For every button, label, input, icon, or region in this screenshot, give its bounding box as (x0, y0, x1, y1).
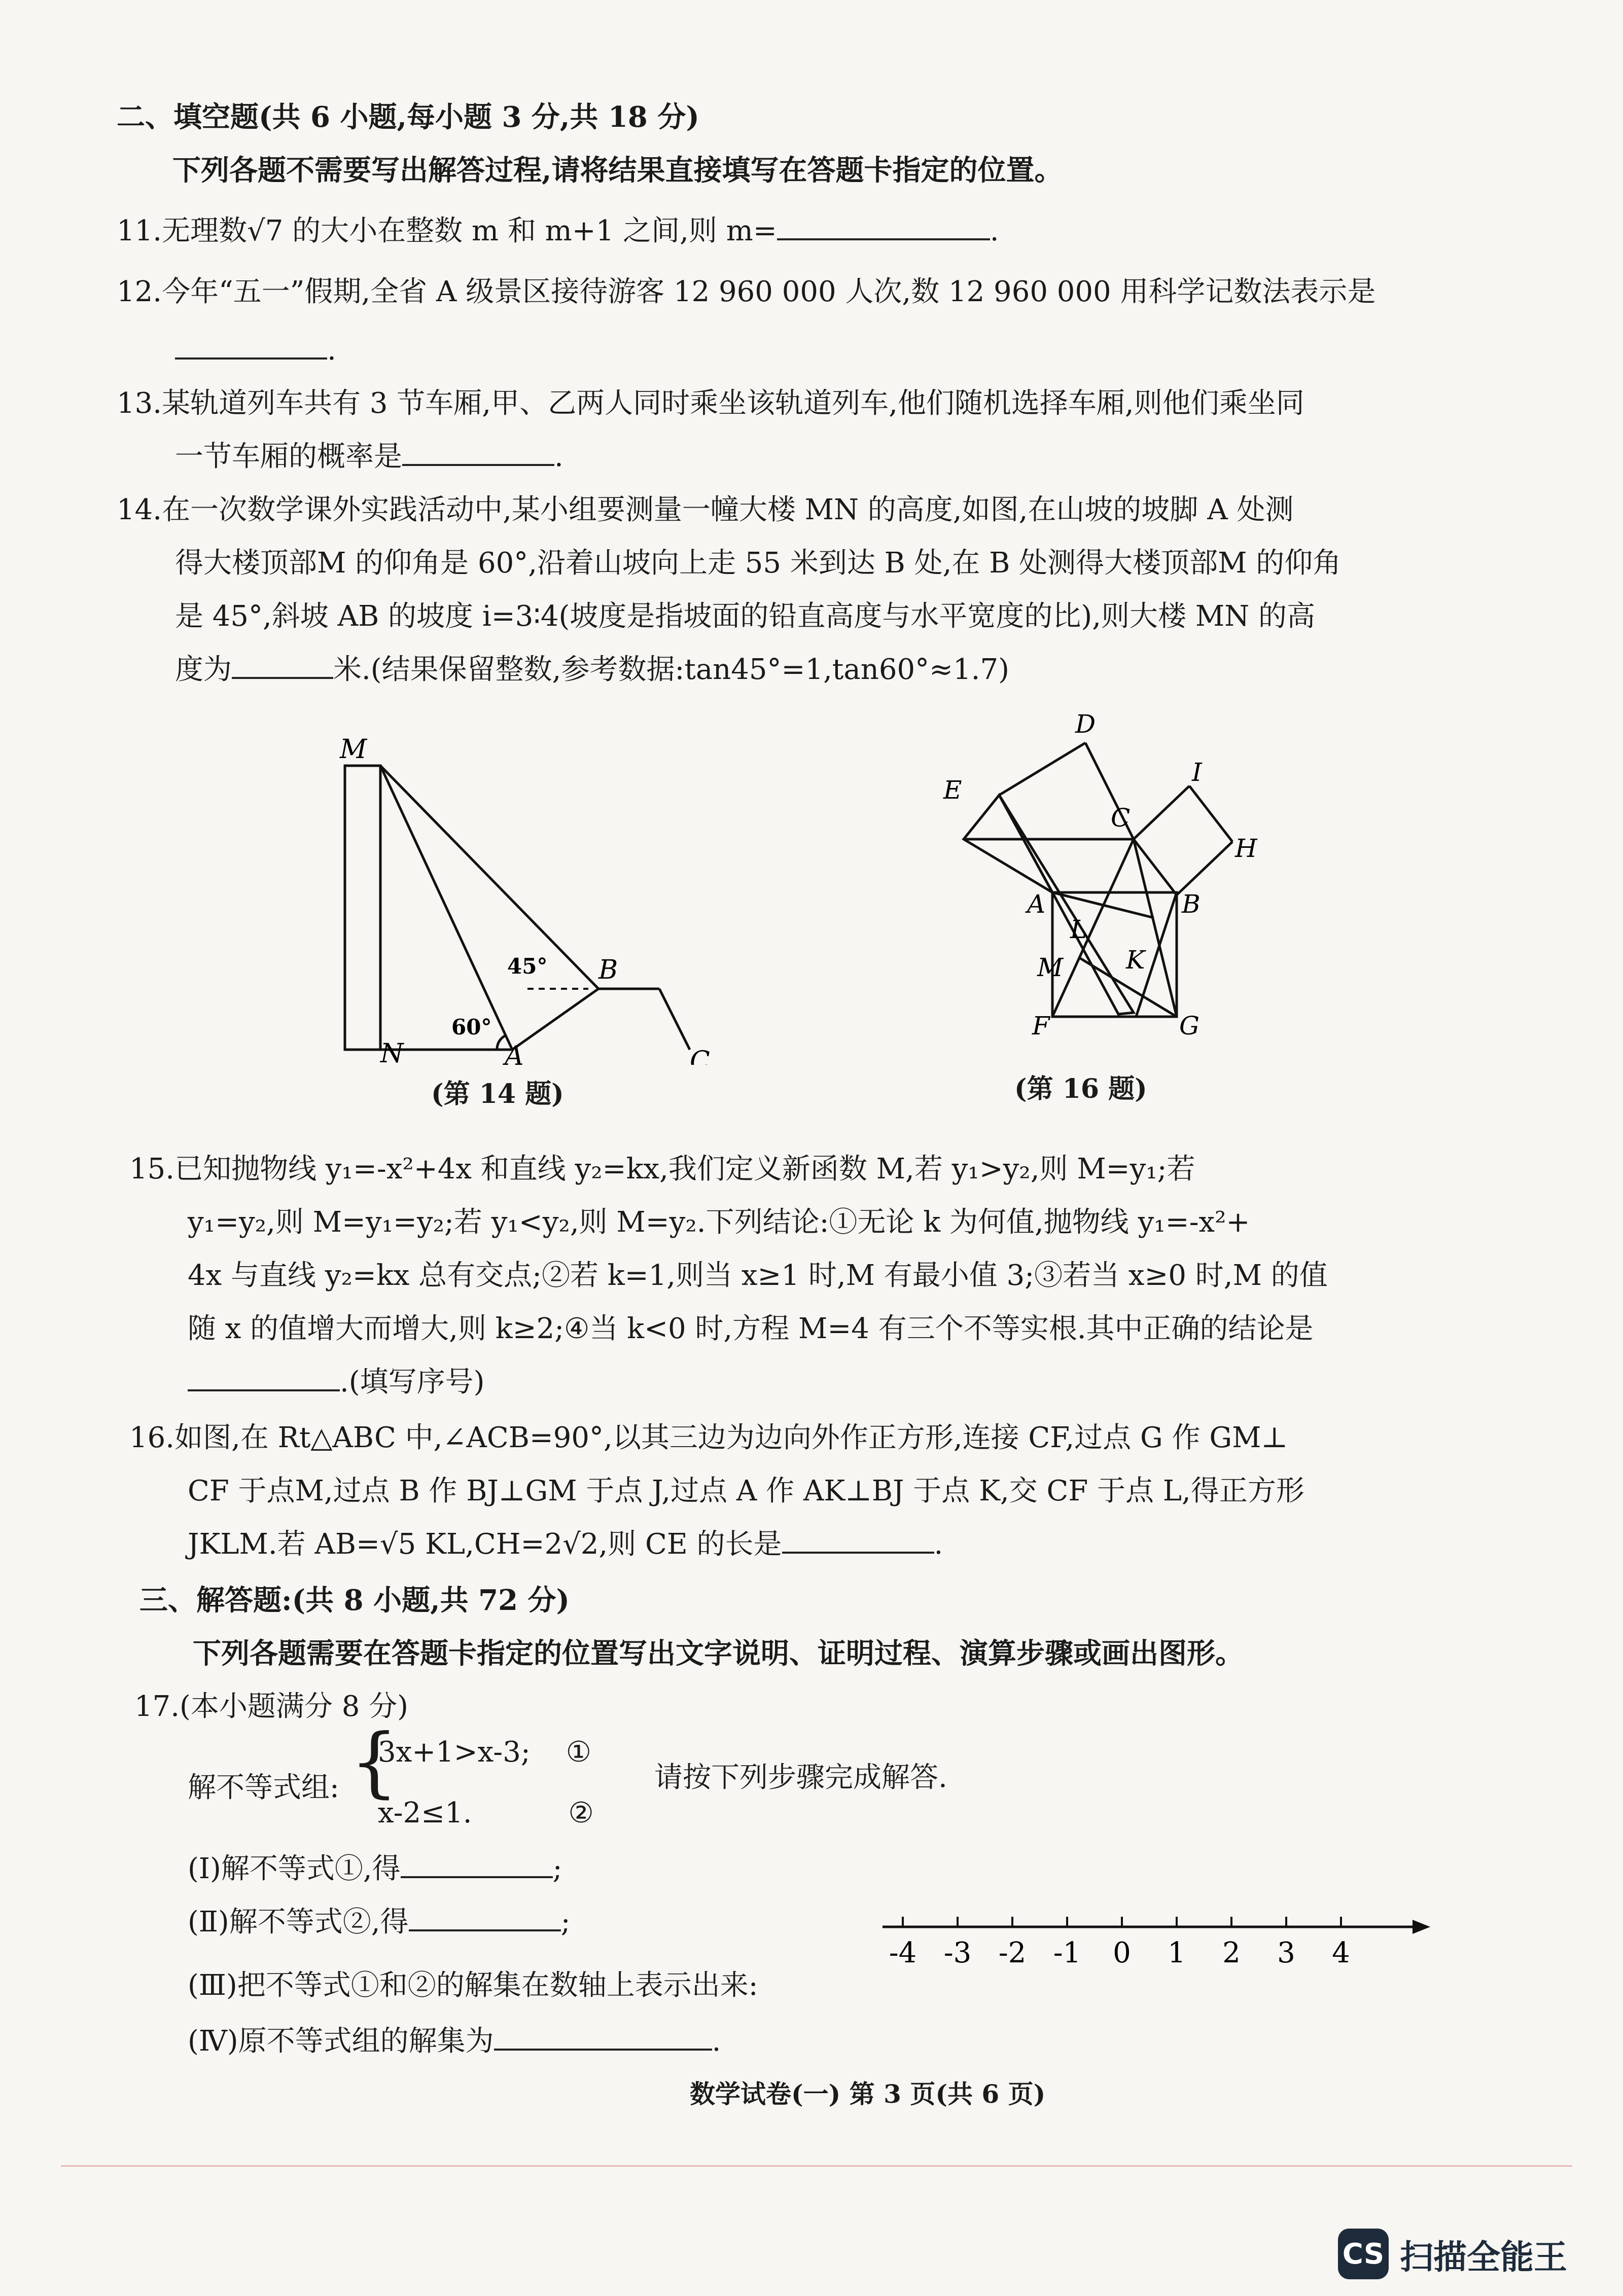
question-12: 12.今年“五一”假期,全省 A 级景区接待游客 12 960 000 人次,数 12 960 000 用科学记数法表示是 (117, 275, 1376, 308)
answer-blank-16 (782, 1526, 934, 1554)
sight-line-bm (380, 766, 598, 989)
answer-blank-17-4 (494, 2023, 712, 2051)
question-15-line3: 4x 与直线 y₂=kx 总有交点;②若 k=1,则当 x≥1 时,M 有最小值 3;③若当 x≥0 时,M 的值 (188, 1259, 1328, 1292)
answer-blank-17-1 (401, 1851, 553, 1878)
axis-tick-label: -1 (1053, 1936, 1081, 1969)
label-i: I (1192, 758, 1202, 787)
axis-tick-label: -3 (943, 1936, 972, 1969)
label-b: B (598, 955, 618, 985)
q17-inequality-1: 3x+1>x-3; ① (378, 1736, 591, 1769)
answer-blank-15 (188, 1364, 340, 1391)
axis-tick-label: 3 (1277, 1936, 1295, 1969)
axis-tick-label: 0 (1113, 1936, 1131, 1969)
question-16-line3: JKLM.若 AB=√5 KL,CH=2√2,则 CE 的长是 . (188, 1526, 943, 1563)
sight-line-am (380, 766, 512, 1050)
label-e: E (943, 775, 962, 805)
scanner-logo (1338, 2229, 1567, 2279)
section2-instruction: 下列各题不需要写出解答过程,请将结果直接填写在答题卡指定的位置。 (172, 154, 1063, 187)
logo-text: 扫描全能王 (1400, 2237, 1567, 2277)
question-16-line2: CF 于点M,过点 B 作 BJ⊥GM 于点 J,过点 A 作 AK⊥BJ 于点 K,交 CF 于点 L,得正方形 (188, 1475, 1304, 1508)
section3-title: 三、解答题:(共 8 小题,共 72 分) (139, 1584, 570, 1617)
axis-arrow-icon (1413, 1920, 1430, 1934)
label-m16: M (1037, 953, 1064, 982)
answer-blank-17-2 (409, 1904, 561, 1931)
q17-system-prefix: 解不等式组: (188, 1771, 339, 1804)
cs-logo-icon: CS (1338, 2229, 1389, 2279)
q17-step-4: (Ⅳ)原不等式组的解集为 . (188, 2023, 721, 2060)
q17-step-3: (Ⅲ)把不等式①和②的解集在数轴上表示出来: (188, 1969, 758, 2002)
number-line (872, 1907, 1440, 1988)
question-15-line2: y₁=y₂,则 M=y₁=y₂;若 y₁<y₂,则 M=y₂.下列结论:①无论 k 为何值,抛物线 y₁=-x²+ (188, 1206, 1250, 1239)
label-n: N (380, 1038, 404, 1065)
section3-instruction: 下列各题需要在答题卡指定的位置写出文字说明、证明过程、演算步骤或画出图形。 (193, 1637, 1244, 1670)
page-divider (61, 2165, 1572, 2167)
question-15-line5: .(填写序号) (188, 1364, 485, 1401)
figure-16 (923, 700, 1288, 1045)
label-l: L (1070, 915, 1087, 944)
label-d: D (1075, 709, 1096, 739)
label-b16: B (1182, 889, 1201, 919)
figure-16-caption: (第 16 题) (1014, 1073, 1147, 1104)
label-m: M (340, 734, 367, 765)
angle-45-label: 45° (507, 954, 548, 979)
axis-tick-label: -4 (889, 1936, 917, 1969)
page-footer: 数学试卷(一) 第 3 页(共 6 页) (690, 2079, 1046, 2109)
question-13: 13.某轨道列车共有 3 节车厢,甲、乙两人同时乘坐该轨道列车,他们随机选择车厢,则他们乘坐同 (117, 387, 1304, 420)
axis-tick-label: 1 (1168, 1936, 1186, 1969)
label-a16: A (1027, 889, 1046, 919)
q17-inequality-2: x-2≤1. ② (378, 1797, 594, 1829)
answer-blank-13 (402, 439, 554, 466)
label-a: A (505, 1041, 524, 1065)
question-16: 16.如图,在 Rt△ABC 中,∠ACB=90°,以其三边为边向外作正方形,连接 CF,过点 G 作 GM⊥ (129, 1421, 1288, 1454)
question-14-line3: 是 45°,斜坡 AB 的坡度 i=3∶4(坡度是指坡面的铅直高度与水平宽度的比),则大楼 MN 的高 (175, 600, 1315, 633)
line-cf (1052, 839, 1134, 1017)
axis-tick-label: 4 (1332, 1936, 1350, 1969)
angle-60-label: 60° (451, 1015, 492, 1039)
question-14: 14.在一次数学课外实践活动中,某小组要测量一幢大楼 MN 的高度,如图,在山坡的坡脚 A 处测 (117, 493, 1294, 526)
q17-step-2: (Ⅱ)解不等式②,得 ; (188, 1904, 570, 1941)
q17-suffix: 请按下列步骤完成解答. (654, 1761, 947, 1794)
q17-step-1: (Ⅰ)解不等式①,得 ; (188, 1851, 562, 1887)
building-mn (345, 766, 380, 1050)
answer-blank-11 (777, 213, 990, 240)
label-c16: C (1111, 803, 1131, 833)
answer-blank-12 (175, 332, 327, 360)
axis-tick-label: -2 (998, 1936, 1027, 1969)
question-15-line4: 随 x 的值增大而增大,则 k≥2;④当 k<0 时,方程 M=4 有三个不等实根.其中正确的结论是 (188, 1312, 1314, 1345)
label-k: K (1126, 945, 1145, 975)
question-14-line4: 度为 米.(结果保留整数,参考数据:tan45°=1,tan60°≈1.7) (175, 652, 1009, 688)
question-12-line2: . (175, 332, 336, 369)
answer-blank-14 (232, 652, 333, 679)
label-f: F (1032, 1011, 1050, 1041)
question-13-line2: 一节车厢的概率是 . (175, 439, 563, 475)
axis-tick-label: 2 (1222, 1936, 1241, 1969)
question-14-line2: 得大楼顶部M 的仰角是 60°,沿着山坡向上走 55 米到达 B 处,在 B 处测得大楼顶部M 的仰角 (175, 547, 1342, 580)
section2-title: 二、填空题(共 6 小题,每小题 3 分,共 18 分) (117, 100, 699, 134)
figure-14 (314, 720, 730, 1065)
figure-14-caption: (第 14 题) (431, 1079, 564, 1109)
question-17-title: 17.(本小题满分 8 分) (134, 1690, 408, 1723)
question-15: 15.已知抛物线 y₁=-x²+4x 和直线 y₂=kx,我们定义新函数 M,若 y₁>y₂,则 M=y₁;若 (129, 1153, 1195, 1186)
question-11: 11.无理数√7 的大小在整数 m 和 m+1 之间,则 m= . (117, 213, 999, 249)
label-h: H (1235, 834, 1257, 863)
label-g: G (1179, 1011, 1199, 1041)
system-brace: { (350, 1718, 399, 1806)
label-c: C (690, 1046, 710, 1065)
